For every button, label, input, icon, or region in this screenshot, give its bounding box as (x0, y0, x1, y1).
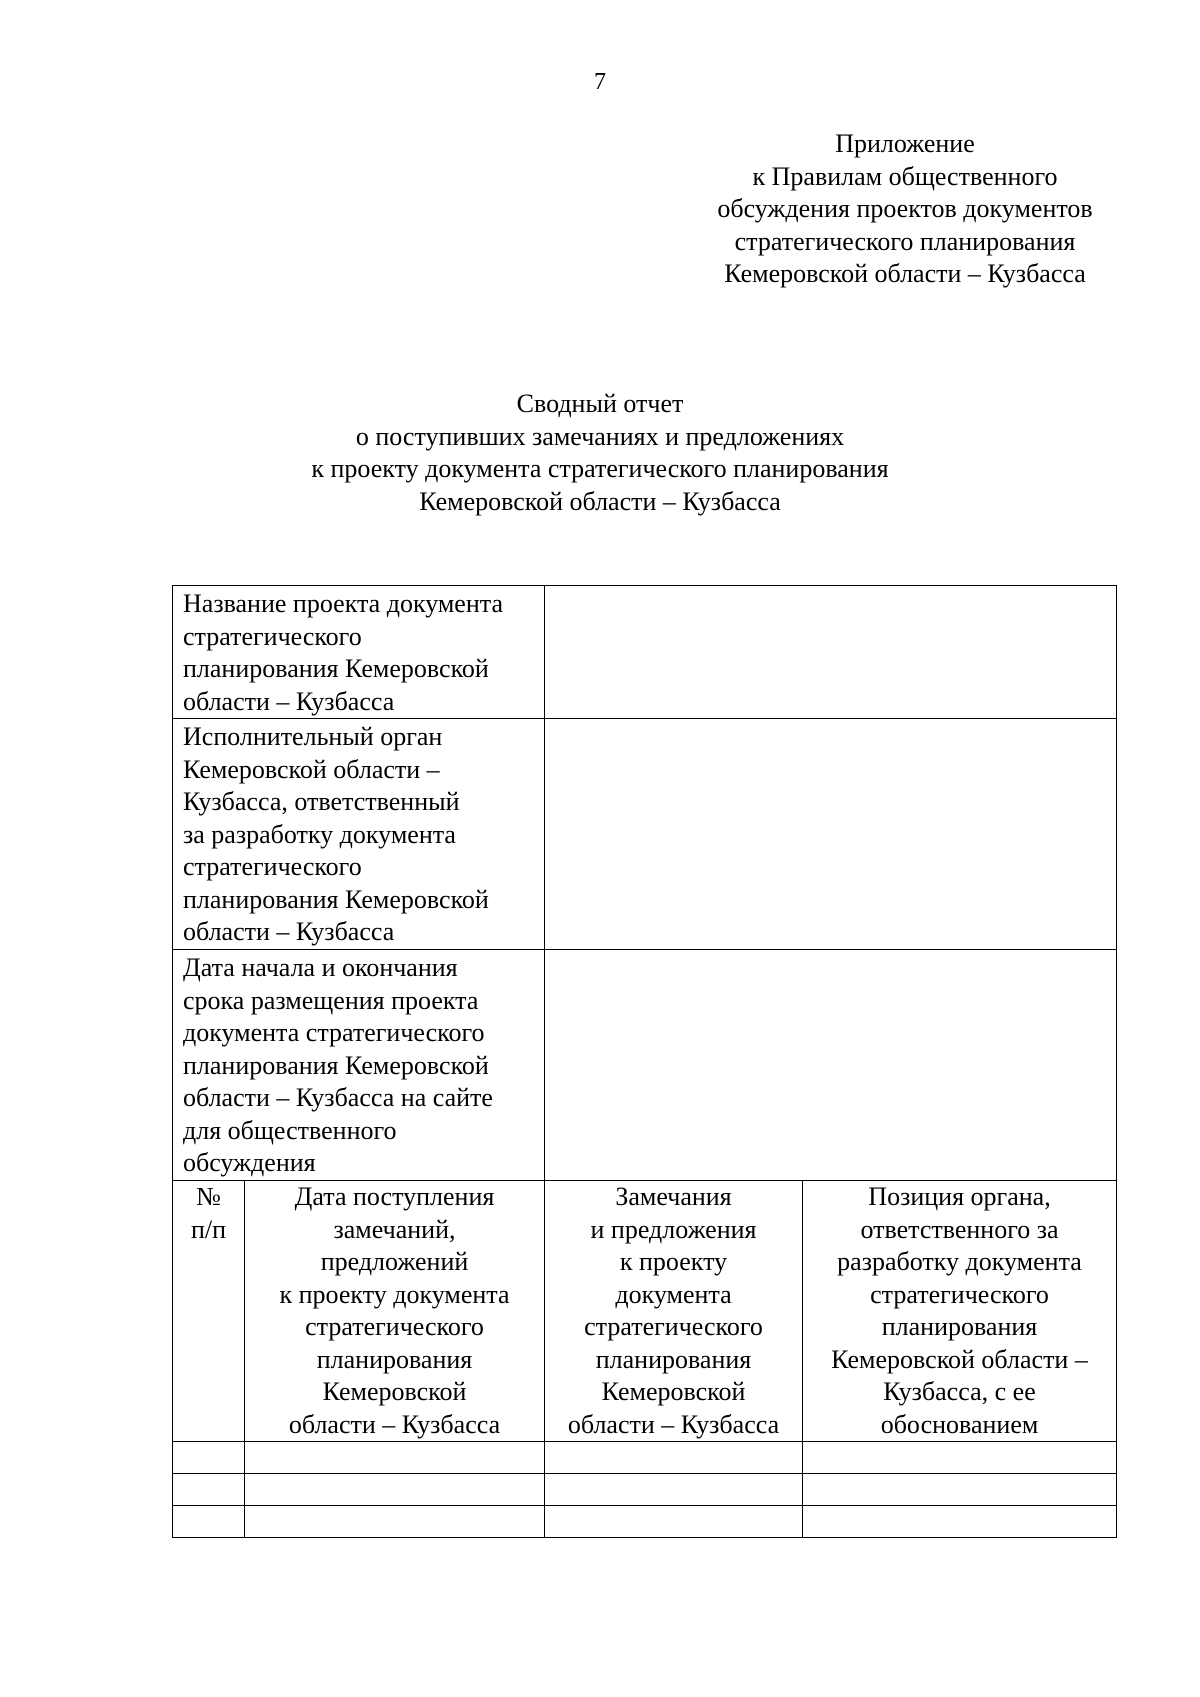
header-line: Кемеровской области – (831, 1344, 1088, 1374)
header-line: предложений (320, 1247, 469, 1276)
table-cell[interactable] (803, 1442, 1117, 1474)
table-cell[interactable] (545, 1442, 803, 1474)
label-line: области – Кузбасса (183, 917, 395, 946)
appendix-line: к Правилам общественного (752, 161, 1058, 191)
column-header-organ-position (803, 1181, 1117, 1442)
header-line: Замечания (615, 1182, 732, 1211)
table-cell[interactable] (245, 1506, 545, 1538)
info-row-discussion-dates (173, 950, 1117, 1181)
label-line: Кемеровской области – (183, 754, 440, 784)
report-title-line: к проекту документа стратегического планирования (311, 454, 889, 483)
page-number: 7 (594, 69, 606, 95)
header-line: планирования (316, 1344, 473, 1374)
label-line: области – Кузбасса (183, 686, 395, 716)
table-cell[interactable] (173, 1474, 245, 1506)
column-header-remarks (545, 1181, 803, 1442)
header-line: п/п (190, 1214, 227, 1244)
report-title-line: о поступивших замечаниях и предложениях (355, 421, 845, 451)
info-value-discussion-dates[interactable] (545, 950, 1117, 1181)
table-cell[interactable] (545, 1474, 803, 1506)
header-line: замечаний, (333, 1214, 456, 1244)
header-line: Кемеровской (322, 1377, 467, 1406)
header-line: разработку документа (837, 1247, 1082, 1276)
header-line: и предложения (590, 1214, 757, 1244)
label-line: планирования Кемеровской (183, 884, 489, 914)
header-line: № (196, 1182, 221, 1211)
label-line: планирования Кемеровской (183, 1050, 489, 1080)
report-table (172, 585, 1117, 1538)
table-cell[interactable] (803, 1506, 1117, 1538)
header-line: Позиция органа, (868, 1182, 1051, 1211)
label-line: срока размещения проекта (183, 985, 479, 1015)
header-line: ответственного за (860, 1214, 1059, 1244)
header-line: стратегического (584, 1312, 763, 1341)
label-line: Дата начала и окончания (183, 953, 458, 982)
appendix-line: Приложение (835, 129, 975, 158)
appendix-line: обсуждения проектов документов (717, 194, 1093, 223)
header-line: области – Кузбасса (567, 1409, 780, 1439)
header-line: стратегического (870, 1279, 1049, 1309)
info-label-responsible-organ (173, 719, 545, 950)
info-row-project-name (173, 586, 1117, 719)
appendix-header (685, 128, 1125, 291)
report-title (180, 388, 1020, 518)
info-label-project-name (173, 586, 545, 719)
table-cell[interactable] (245, 1474, 545, 1506)
table-header-row (173, 1181, 1117, 1442)
header-line: Дата поступления (294, 1182, 495, 1211)
report-title-line: Сводный отчет (516, 389, 684, 418)
report-title-line: Кемеровской области – Кузбасса (419, 486, 781, 516)
info-value-responsible-organ[interactable] (545, 719, 1117, 950)
info-row-responsible-organ (173, 719, 1117, 950)
label-line: для общественного (183, 1115, 397, 1145)
header-line: Кузбасса, с ее (883, 1377, 1036, 1406)
info-label-discussion-dates (173, 950, 545, 1181)
header-line: планирования (881, 1312, 1038, 1341)
header-line: документа (615, 1279, 732, 1309)
label-line: Кузбасса, ответственный (183, 787, 460, 816)
label-line: области – Кузбасса на сайте (183, 1083, 493, 1112)
label-line: обсуждения (183, 1148, 316, 1177)
table-row (173, 1506, 1117, 1538)
info-value-project-name[interactable] (545, 586, 1117, 719)
label-line: планирования Кемеровской (183, 654, 489, 683)
table-cell[interactable] (803, 1474, 1117, 1506)
table-cell[interactable] (245, 1442, 545, 1474)
header-line: области – Кузбасса (288, 1409, 501, 1439)
label-line: за разработку документа (183, 819, 456, 849)
appendix-line: Кемеровской области – Кузбасса (724, 259, 1086, 288)
label-line: стратегического (183, 621, 362, 651)
label-line: Название проекта документа (183, 589, 503, 618)
table-cell[interactable] (173, 1506, 245, 1538)
header-line: к проекту (619, 1247, 728, 1276)
table-cell[interactable] (173, 1442, 245, 1474)
table-row (173, 1442, 1117, 1474)
header-line: стратегического (305, 1312, 484, 1341)
header-line: к проекту документа (279, 1279, 510, 1309)
label-line: Исполнительный орган (183, 722, 443, 751)
appendix-line: стратегического планирования (734, 226, 1076, 256)
table-cell[interactable] (545, 1506, 803, 1538)
label-line: стратегического (183, 852, 362, 881)
label-line: документа стратегического (183, 1018, 485, 1047)
column-header-number (173, 1181, 245, 1442)
table-row (173, 1474, 1117, 1506)
header-line: Кемеровской (601, 1377, 746, 1406)
column-header-receipt-date (245, 1181, 545, 1442)
header-line: обоснованием (880, 1409, 1039, 1439)
header-line: планирования (595, 1344, 752, 1374)
